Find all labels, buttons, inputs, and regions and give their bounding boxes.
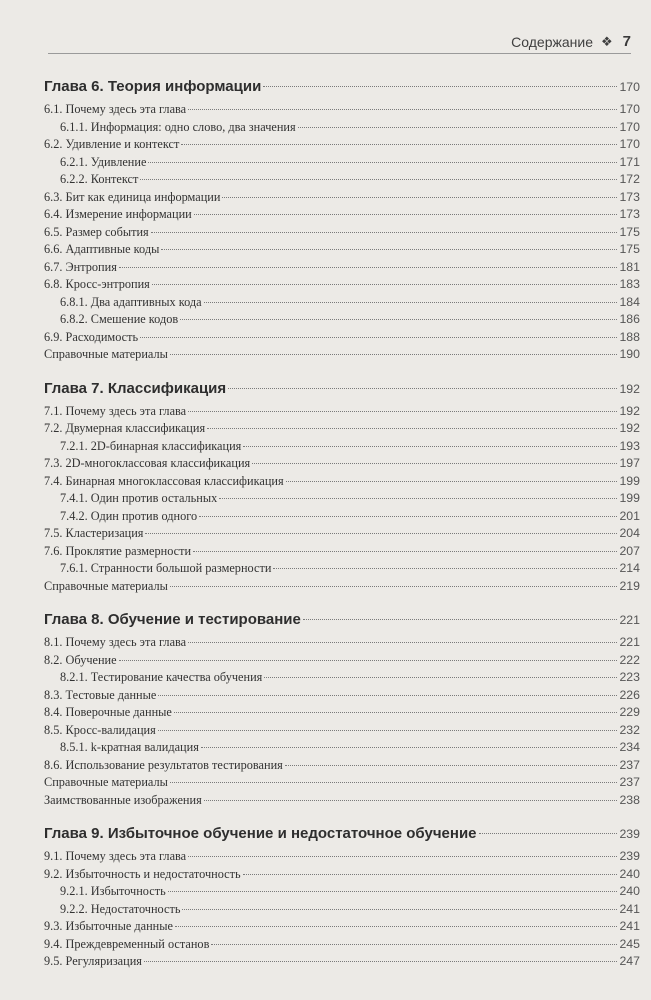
entry-title: 6.7. Энтропия [44, 259, 117, 274]
entry-page-number: 201 [619, 508, 640, 523]
dot-leader [174, 712, 618, 713]
toc-section-entry[interactable] [44, 403, 640, 421]
entry-title: 9.4. Преждевременный останов [44, 936, 210, 951]
entry-title: 6.3. Бит как единица информации [44, 189, 221, 204]
dot-leader [201, 747, 618, 748]
toc-subsection-entry[interactable] [44, 490, 640, 508]
diamond-ornament-icon: ❖ [601, 34, 613, 49]
dot-leader [144, 961, 618, 962]
header-title: Содержание [511, 34, 593, 50]
toc-section-entry[interactable] [44, 953, 640, 971]
entry-page-number: 193 [619, 438, 640, 453]
dot-leader [161, 249, 617, 250]
dot-leader [158, 695, 617, 696]
entry-title: 6.5. Размер события [44, 224, 149, 239]
toc-section-entry[interactable] [44, 346, 640, 364]
entry-title: 7.4.2. Один против одного [60, 508, 198, 523]
entry-title: 8.1. Почему здесь эта глава [44, 635, 187, 649]
chapter-block [44, 609, 640, 809]
entry-page-number: 222 [619, 652, 640, 667]
dot-leader [148, 162, 617, 163]
toc-section-entry[interactable] [44, 774, 640, 792]
dot-leader [194, 214, 618, 215]
toc-section-entry[interactable] [44, 792, 640, 810]
toc-subsection-entry[interactable] [44, 508, 640, 526]
entry-title: 8.3. Тестовые данные [44, 687, 157, 702]
entry-title: 6.1.1. Информация: одно слово, два значения [60, 119, 296, 134]
dot-leader [219, 498, 617, 499]
toc-subsection-entry[interactable] [44, 560, 640, 578]
entry-page-number: 219 [619, 578, 640, 593]
entry-title: 9.3. Избыточные данные [44, 919, 173, 933]
entry-page-number: 192 [619, 421, 640, 435]
dot-leader [204, 800, 618, 801]
entry-page-number: 173 [619, 207, 640, 221]
entry-title: 6.2. Удивление и контекст [44, 137, 180, 151]
entry-page-number: 237 [619, 775, 640, 789]
entry-page-number: 223 [619, 670, 640, 684]
entry-title: 7.3. 2D-многоклассовая классификация [44, 456, 251, 470]
entry-title: 6.2.2. Контекст [60, 172, 139, 186]
toc-section-entry[interactable] [44, 757, 640, 775]
dot-leader [188, 856, 617, 857]
dot-leader [119, 267, 618, 268]
dot-leader [252, 463, 617, 464]
toc-section-entry[interactable] [44, 722, 640, 740]
entry-page-number: 234 [619, 740, 640, 754]
toc-subsection-entry[interactable] [44, 438, 640, 456]
dot-leader [211, 944, 617, 945]
entry-title: 7.4.1. Один против остальных [60, 491, 218, 505]
entry-title: 8.5. Кросс-валидация [44, 722, 156, 737]
dot-leader [188, 411, 617, 412]
toc-subsection-entry[interactable] [44, 171, 640, 189]
dot-leader [298, 127, 618, 128]
entry-page-number: 229 [619, 705, 640, 719]
toc-section-entry[interactable] [44, 543, 640, 561]
entry-page-number: 173 [619, 189, 640, 204]
table-of-contents [44, 76, 640, 985]
dot-leader [193, 551, 617, 552]
chapter-page-number: 221 [619, 613, 640, 627]
toc-section-entry[interactable] [44, 687, 640, 705]
entry-page-number: 170 [619, 102, 640, 116]
entry-title: 9.5. Регуляризация [44, 954, 142, 968]
toc-section-entry[interactable] [44, 918, 640, 936]
entry-title: 7.1. Почему здесь эта глава [44, 403, 187, 418]
toc-section-entry[interactable] [44, 241, 640, 259]
chapter-page-number: 170 [619, 80, 640, 94]
entry-page-number: 221 [619, 635, 640, 649]
entry-title: 7.4. Бинарная многоклассовая классификация [44, 473, 284, 488]
entry-title: 9.1. Почему здесь эта глава [44, 849, 187, 863]
dot-leader [182, 909, 617, 910]
entry-page-number: 204 [619, 526, 640, 540]
chapter-title: Глава 7. Классификация [44, 379, 227, 397]
toc-subsection-entry[interactable] [44, 669, 640, 687]
entry-page-number: 172 [619, 172, 640, 186]
entry-page-number: 181 [619, 259, 640, 274]
entry-title: 8.6. Использование результатов тестирования [44, 757, 283, 772]
entry-page-number: 237 [619, 757, 640, 772]
dot-leader [181, 144, 617, 145]
entry-page-number: 183 [619, 277, 640, 291]
dot-leader [222, 197, 617, 198]
entry-title: 9.2.1. Избыточность [60, 884, 166, 898]
entry-title: 6.4. Измерение информации [44, 207, 192, 221]
entry-title: 6.8.2. Смешение кодов [60, 312, 179, 326]
dot-leader [170, 354, 618, 355]
header-page-number: 7 [622, 33, 631, 50]
chapter-heading[interactable] [44, 609, 640, 631]
entry-page-number: 170 [619, 119, 640, 134]
entry-page-number: 186 [619, 312, 640, 326]
entry-title: 6.1. Почему здесь эта глава [44, 102, 187, 116]
entry-page-number: 175 [619, 224, 640, 239]
entry-title: 7.2.1. 2D-бинарная классификация [60, 438, 242, 453]
entry-title: 6.9. Расходимость [44, 329, 139, 344]
dot-leader [170, 782, 618, 783]
toc-section-entry[interactable] [44, 259, 640, 277]
dot-leader [170, 586, 618, 587]
toc-section-entry[interactable] [44, 704, 640, 722]
entry-page-number: 226 [619, 687, 640, 702]
toc-subsection-entry[interactable] [44, 739, 640, 757]
entry-page-number: 240 [619, 866, 640, 881]
entry-title: 8.5.1. k-кратная валидация [60, 740, 199, 754]
entry-title: Справочные материалы [44, 578, 168, 593]
entry-page-number: 207 [619, 543, 640, 558]
entry-page-number: 171 [619, 154, 640, 169]
entry-title: 6.8.1. Два адаптивных кода [60, 294, 202, 309]
entry-title: 7.6. Проклятие размерности [44, 543, 192, 558]
entry-title: Справочные материалы [44, 775, 168, 789]
entry-page-number: 241 [619, 919, 640, 933]
dot-leader [204, 302, 618, 303]
toc-subsection-entry[interactable] [44, 154, 640, 172]
entry-title: 7.2. Двумерная классификация [44, 421, 206, 435]
entry-title: 7.6.1. Странности большой размерности [60, 561, 272, 575]
entry-page-number: 175 [619, 242, 640, 256]
entry-page-number: 247 [619, 954, 640, 968]
entry-page-number: 188 [619, 329, 640, 344]
entry-page-number: 184 [619, 294, 640, 309]
dot-leader [158, 730, 618, 731]
toc-subsection-entry[interactable] [44, 294, 640, 312]
dot-leader [303, 619, 618, 620]
dot-leader [168, 891, 618, 892]
entry-title: 6.2.1. Удивление [60, 154, 147, 169]
entry-page-number: 239 [619, 849, 640, 863]
toc-section-entry[interactable] [44, 276, 640, 294]
toc-section-entry[interactable] [44, 525, 640, 543]
entry-title: 8.4. Поверочные данные [44, 705, 172, 719]
entry-page-number: 245 [619, 936, 640, 951]
dot-leader [151, 232, 618, 233]
chapter-heading[interactable] [44, 76, 640, 98]
toc-subsection-entry[interactable] [44, 883, 640, 901]
dot-leader [119, 660, 618, 661]
dot-leader [207, 428, 617, 429]
dot-leader [152, 284, 618, 285]
dot-leader [479, 833, 618, 834]
dot-leader [263, 86, 617, 87]
dot-leader [140, 337, 617, 338]
entry-page-number: 199 [619, 473, 640, 488]
entry-title: Справочные материалы [44, 347, 168, 361]
entry-title: 6.8. Кросс-энтропия [44, 277, 150, 291]
entry-page-number: 232 [619, 722, 640, 737]
dot-leader [273, 568, 617, 569]
toc-section-entry[interactable] [44, 455, 640, 473]
toc-section-entry[interactable] [44, 329, 640, 347]
toc-section-entry[interactable] [44, 189, 640, 207]
toc-section-entry[interactable] [44, 473, 640, 491]
entry-title: 6.6. Адаптивные коды [44, 242, 160, 256]
dot-leader [228, 388, 617, 389]
dot-leader [175, 926, 617, 927]
toc-section-entry[interactable] [44, 224, 640, 242]
dot-leader [180, 319, 617, 320]
dot-leader [285, 765, 618, 766]
toc-section-entry[interactable] [44, 578, 640, 596]
dot-leader [243, 446, 617, 447]
chapter-block [44, 823, 640, 971]
toc-section-entry[interactable] [44, 848, 640, 866]
dot-leader [188, 109, 617, 110]
running-header [48, 28, 631, 54]
entry-title: 9.2. Избыточность и недостаточность [44, 866, 241, 881]
toc-section-entry[interactable] [44, 206, 640, 224]
entry-page-number: 199 [619, 491, 640, 505]
chapter-block [44, 378, 640, 596]
toc-section-entry[interactable] [44, 866, 640, 884]
dot-leader [199, 516, 617, 517]
entry-title: 9.2.2. Недостаточность [60, 901, 181, 916]
entry-page-number: 241 [619, 901, 640, 916]
dot-leader [286, 481, 618, 482]
entry-title: 7.5. Кластеризация [44, 526, 144, 540]
toc-section-entry[interactable] [44, 634, 640, 652]
toc-section-entry[interactable] [44, 136, 640, 154]
dot-leader [188, 642, 617, 643]
dot-leader [145, 533, 617, 534]
chapter-title: Глава 9. Избыточное обучение и недостаточное обучение [44, 825, 477, 842]
dot-leader [140, 179, 617, 180]
chapter-block [44, 76, 640, 364]
entry-page-number: 197 [619, 456, 640, 470]
entry-title: 8.2.1. Тестирование качества обучения [60, 670, 263, 684]
entry-page-number: 240 [619, 884, 640, 898]
chapter-heading[interactable] [44, 378, 640, 400]
chapter-heading[interactable] [44, 823, 640, 845]
entry-title: Заимствованные изображения [44, 792, 202, 807]
dot-leader [264, 677, 617, 678]
chapter-title: Глава 8. Обучение и тестирование [44, 611, 301, 628]
toc-subsection-entry[interactable] [44, 311, 640, 329]
toc-section-entry[interactable] [44, 420, 640, 438]
entry-page-number: 170 [619, 137, 640, 151]
toc-subsection-entry[interactable] [44, 901, 640, 919]
entry-title: 8.2. Обучение [44, 652, 117, 667]
entry-page-number: 190 [619, 347, 640, 361]
chapter-page-number: 192 [619, 381, 640, 396]
dot-leader [243, 874, 618, 875]
entry-page-number: 214 [619, 561, 640, 575]
toc-subsection-entry[interactable] [44, 119, 640, 137]
toc-section-entry[interactable] [44, 652, 640, 670]
entry-page-number: 192 [619, 403, 640, 418]
toc-section-entry[interactable] [44, 936, 640, 954]
entry-page-number: 238 [619, 792, 640, 807]
chapter-title: Глава 6. Теория информации [44, 78, 262, 95]
toc-section-entry[interactable] [44, 101, 640, 119]
chapter-page-number: 239 [619, 827, 640, 841]
